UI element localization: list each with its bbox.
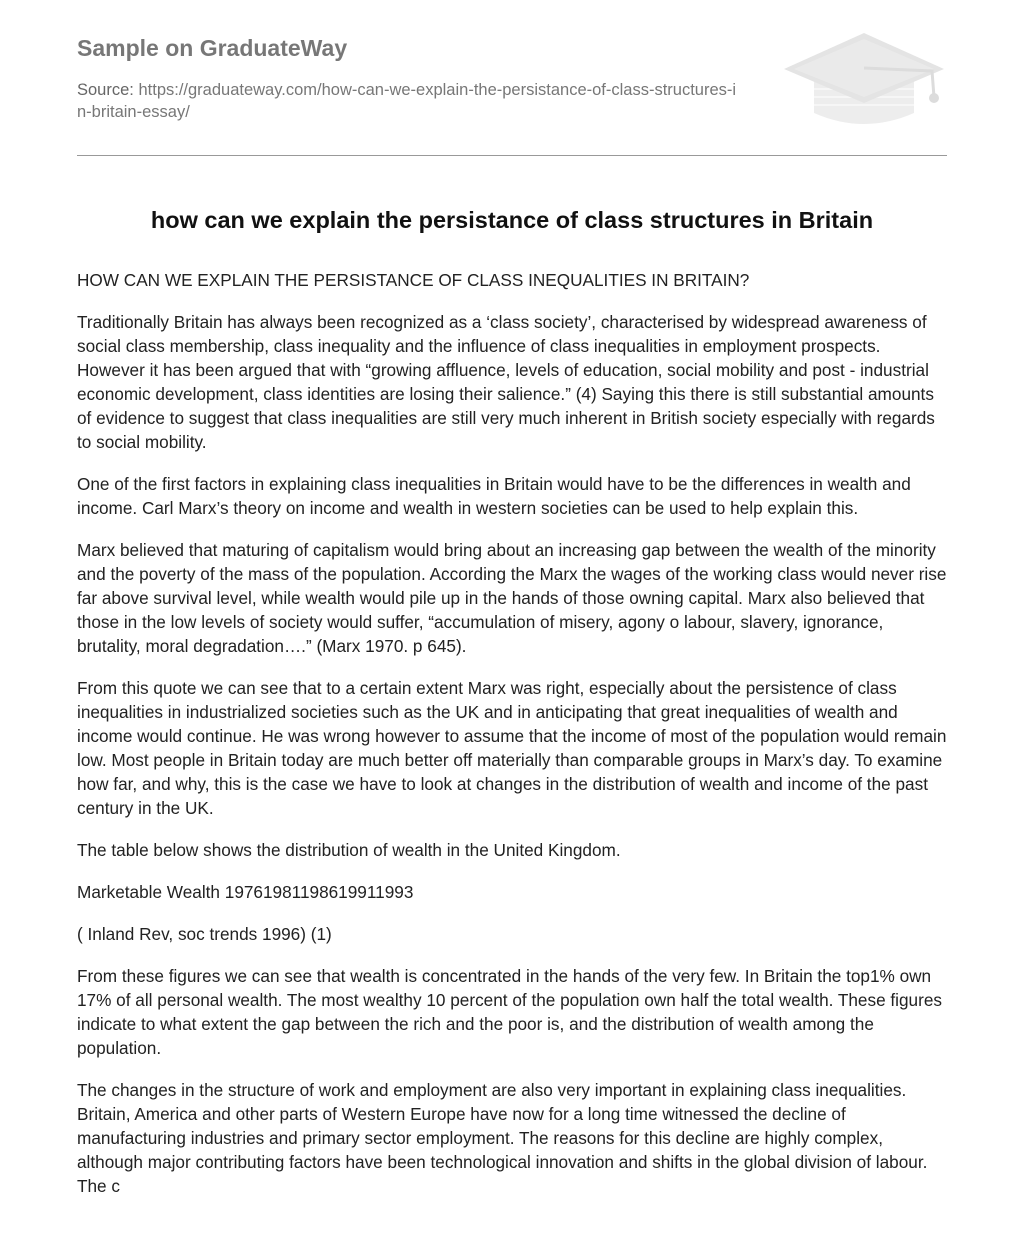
graduation-cap-icon bbox=[782, 31, 947, 131]
site-title: Sample on GraduateWay bbox=[77, 35, 348, 61]
paragraph: From these figures we can see that wealth is concentrated in the hands of the very few. In Britain the top1% own 17% of all personal wealth. The most wealthy 10 percent of the population own half the total wealth. These figures indicate to what extent the gap between the rich and the poor is, and the distribution of wealth among the population. bbox=[77, 966, 942, 1058]
paragraph: The changes in the structure of work and employment are also very important in explaining class inequalities. Britain, America and other parts of Western Europe have now for a long time witnessed the decline of manufacturing industries and primary sector employment. The reasons for this decline are highly complex, although major contributing factors have been technological innovation and shifts in the global division of labour. The c bbox=[77, 1080, 928, 1196]
paragraph: The table below shows the distribution of wealth in the United Kingdom. bbox=[77, 840, 621, 860]
source-line bbox=[77, 79, 737, 123]
header-divider bbox=[77, 155, 947, 156]
document-title: how can we explain the persistance of class structures in Britain bbox=[150, 207, 874, 233]
source-link[interactable]: https://graduateway.com/how-can-we-explain-the-persistance-of-class-structures-in-britain-essay/ bbox=[77, 81, 737, 121]
paragraph: Traditionally Britain has always been recognized as a ‘class society’, characterised by widespread awareness of social class membership, class inequality and the influence of class inequalities in employment prospects. However it has been argued that with “growing affluence, levels of education, social mobility and post - industrial economic development, class identities are losing their salience.” (4) Saying this there is still substantial amounts of evidence to suggest that class inequalities are still very much inherent in British society especially with regards to social mobility. bbox=[77, 312, 935, 452]
paragraph: Marketable Wealth 19761981198619911993 bbox=[77, 882, 414, 902]
source-label: Source: bbox=[77, 81, 134, 99]
paragraph: One of the first factors in explaining class inequalities in Britain would have to be the differences in wealth and income. Carl Marx’s theory on income and wealth in western societies can be used to help explain this. bbox=[77, 474, 911, 518]
document-body bbox=[77, 268, 949, 1216]
paragraph: ( Inland Rev, soc trends 1996) (1) bbox=[77, 924, 332, 944]
paragraph: Marx believed that maturing of capitalism would bring about an increasing gap between the wealth of the minority and the poverty of the mass of the population. According the Marx the wages of the working class would never rise far above survival level, while wealth would pile up in the hands of those owning capital. Marx also believed that those in the low levels of society would suffer, “accumulation of misery, agony o labour, slavery, ignorance, brutality, moral degradation….” (Marx 1970. p 645). bbox=[77, 540, 947, 656]
paragraph: From this quote we can see that to a certain extent Marx was right, especially about the persistence of class inequalities in industrialized societies such as the UK and in anticipating that great inequalities of wealth and income would continue. He was wrong however to assume that the income of most of the population would remain low. Most people in Britain today are much better off materially than comparable groups in Marx’s day. To examine how far, and why, this is the case we have to look at changes in the distribution of wealth and income of the past century in the UK. bbox=[77, 678, 947, 818]
paragraph: HOW CAN WE EXPLAIN THE PERSISTANCE OF CLASS INEQUALITIES IN BRITAIN? bbox=[77, 270, 750, 290]
page-header bbox=[77, 33, 947, 121]
